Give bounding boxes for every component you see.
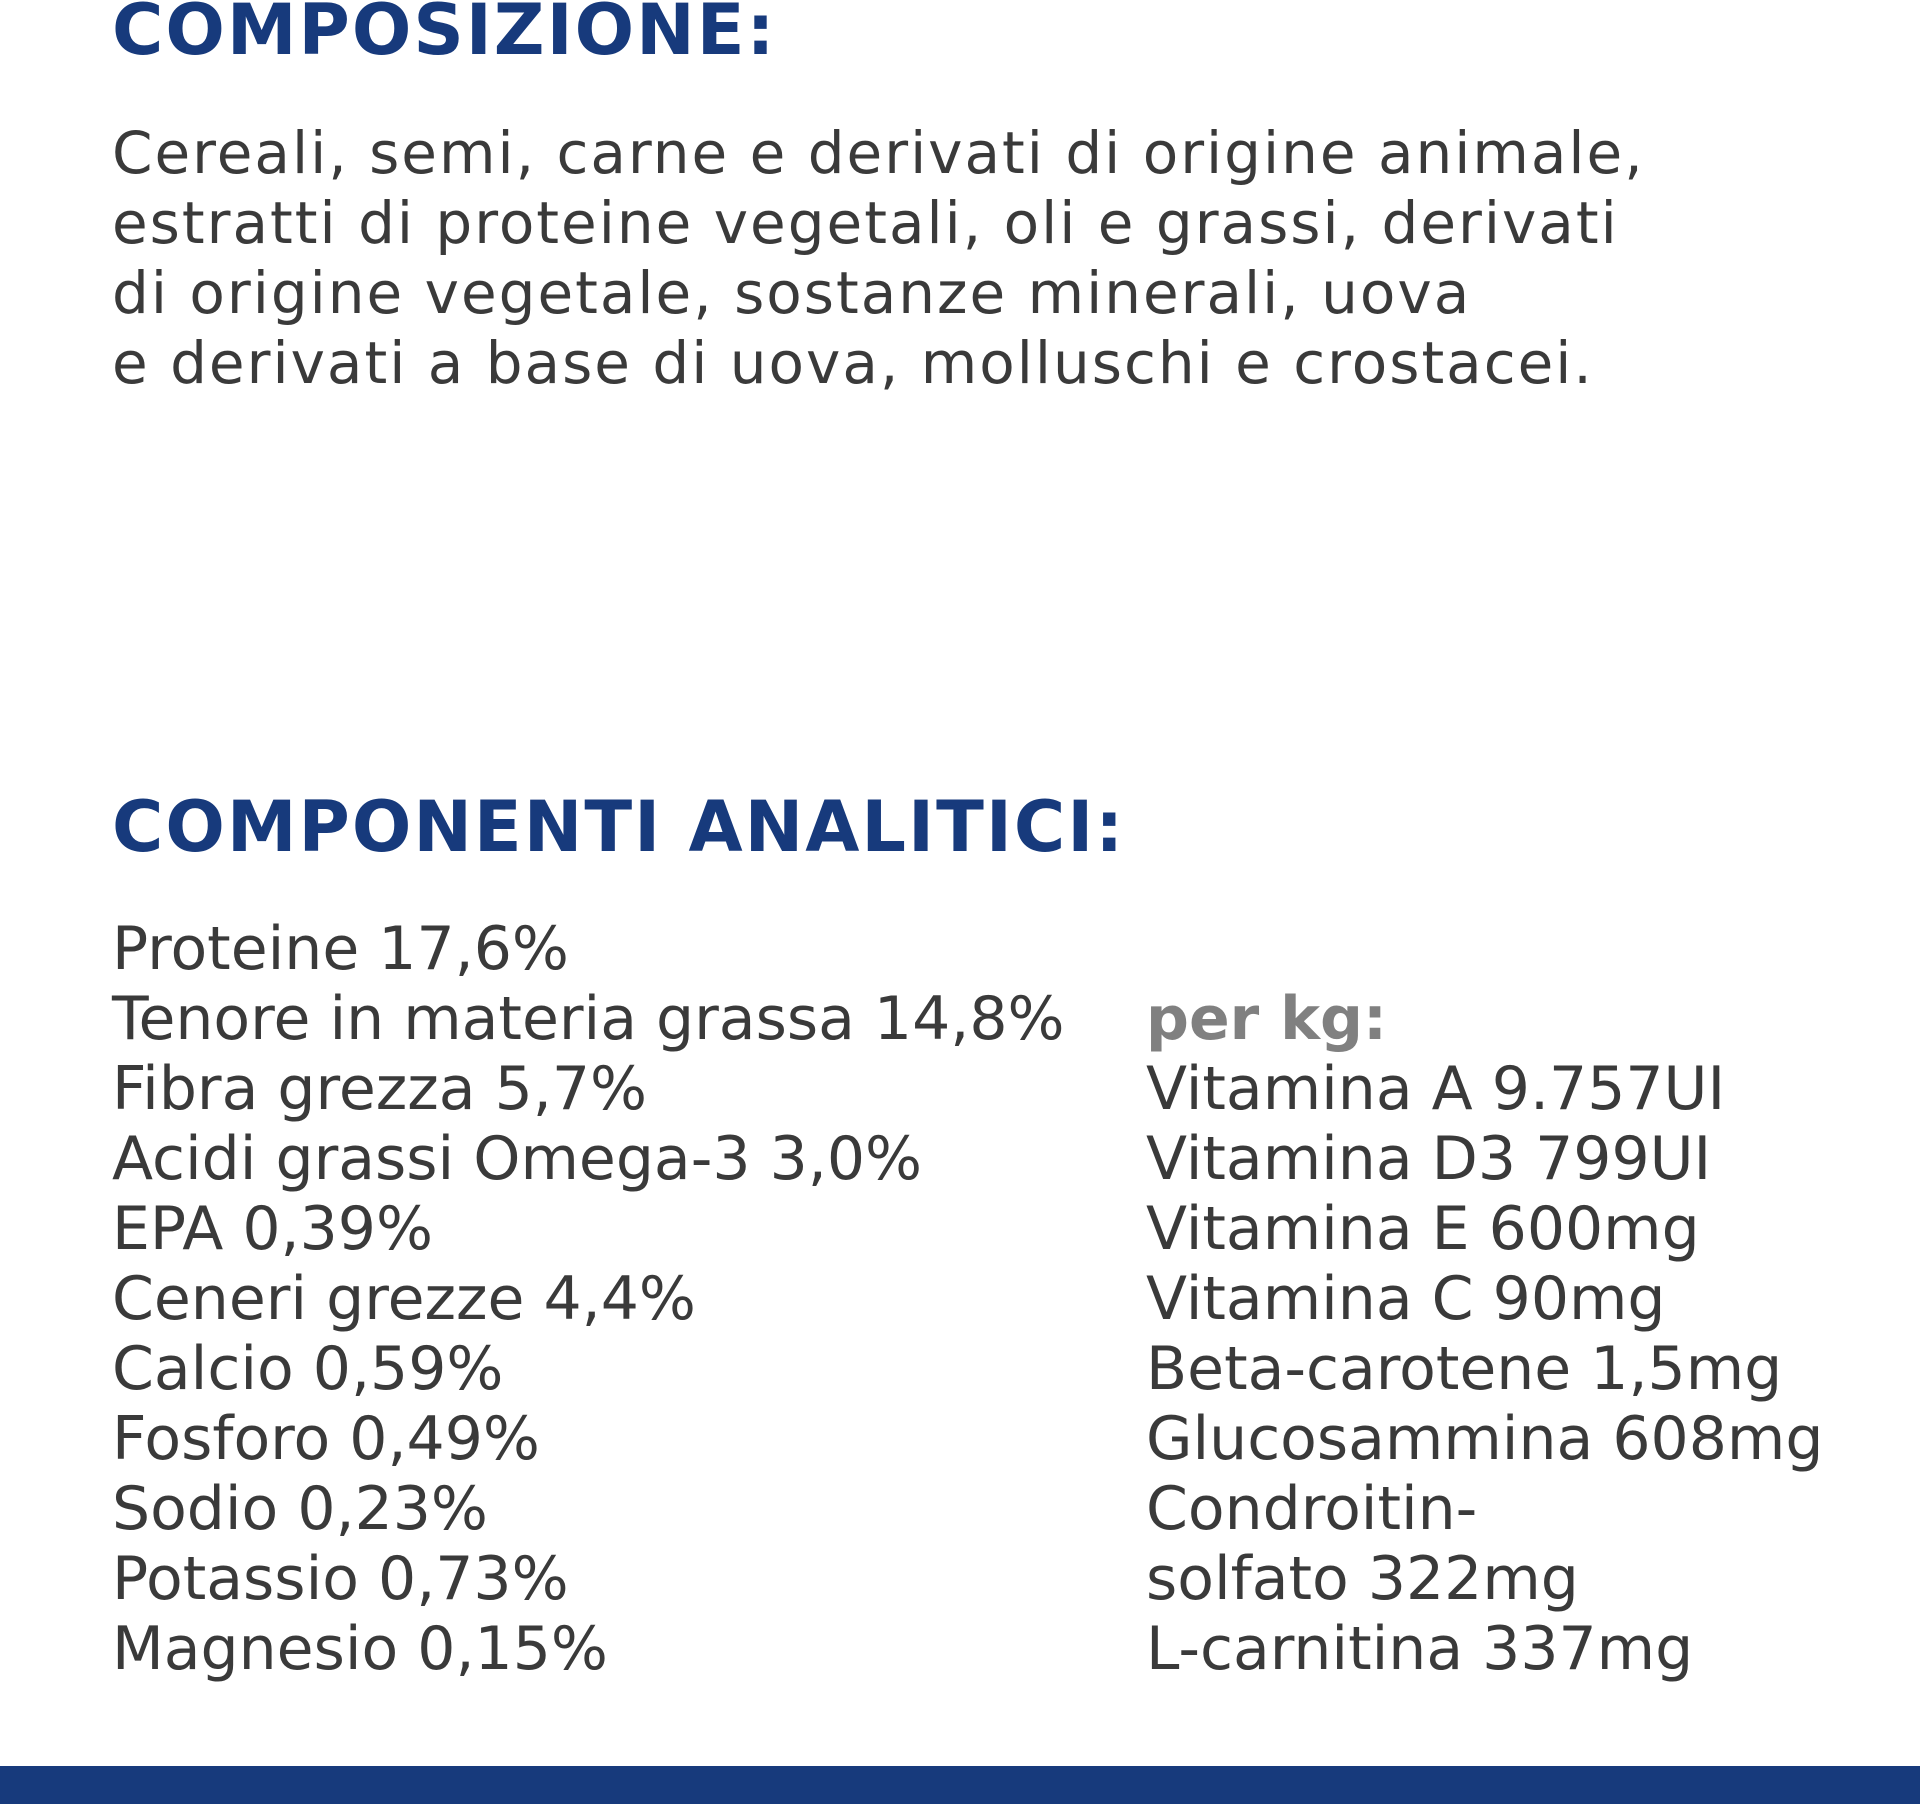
per-kg-label: per kg: xyxy=(1146,984,1387,1054)
composition-line: di origine vegetale, sostanze minerali, uova xyxy=(112,259,1472,327)
analytic-item: Tenore in materia grassa 14,8% xyxy=(112,984,1065,1054)
analytic-item: Calcio 0,59% xyxy=(112,1334,504,1404)
analytic-item: EPA 0,39% xyxy=(112,1194,433,1264)
bottom-color-band xyxy=(0,1766,1920,1804)
analytic-item: Proteine 17,6% xyxy=(112,914,569,984)
additive-item: solfato 322mg xyxy=(1146,1544,1579,1614)
analytic-item: Ceneri grezze 4,4% xyxy=(112,1264,696,1334)
analytic-item: Fosforo 0,49% xyxy=(112,1404,540,1474)
composition-line: e derivati a base di uova, molluschi e crostacei. xyxy=(112,329,1594,397)
additive-item: Beta-carotene 1,5mg xyxy=(1146,1334,1783,1404)
additive-item: Vitamina A 9.757UI xyxy=(1146,1054,1726,1124)
additive-item: Vitamina E 600mg xyxy=(1146,1194,1700,1264)
additive-item: Vitamina C 90mg xyxy=(1146,1264,1666,1334)
analytic-item: Potassio 0,73% xyxy=(112,1544,569,1614)
analytic-item: Acidi grassi Omega-3 3,0% xyxy=(112,1124,923,1194)
additive-item: Glucosammina 608mg xyxy=(1146,1404,1824,1474)
composition-line: estratti di proteine vegetali, oli e grassi, derivati xyxy=(112,189,1619,257)
additive-item: Vitamina D3 799UI xyxy=(1146,1124,1712,1194)
analytic-item: Sodio 0,23% xyxy=(112,1474,488,1544)
composition-line: Cereali, semi, carne e derivati di origine animale, xyxy=(112,119,1645,187)
composition-text xyxy=(112,118,1892,398)
per-kg-additives-list xyxy=(1146,984,1823,1684)
analytic-components-list xyxy=(112,914,1065,1684)
additive-item: L-carnitina 337mg xyxy=(1146,1614,1694,1684)
analytic-components-heading: COMPONENTI ANALITICI: xyxy=(112,786,1126,868)
composition-heading: COMPOSIZIONE: xyxy=(112,0,777,71)
analytic-item: Magnesio 0,15% xyxy=(112,1614,608,1684)
analytic-item: Fibra grezza 5,7% xyxy=(112,1054,648,1124)
additive-item: Condroitin- xyxy=(1146,1474,1478,1544)
